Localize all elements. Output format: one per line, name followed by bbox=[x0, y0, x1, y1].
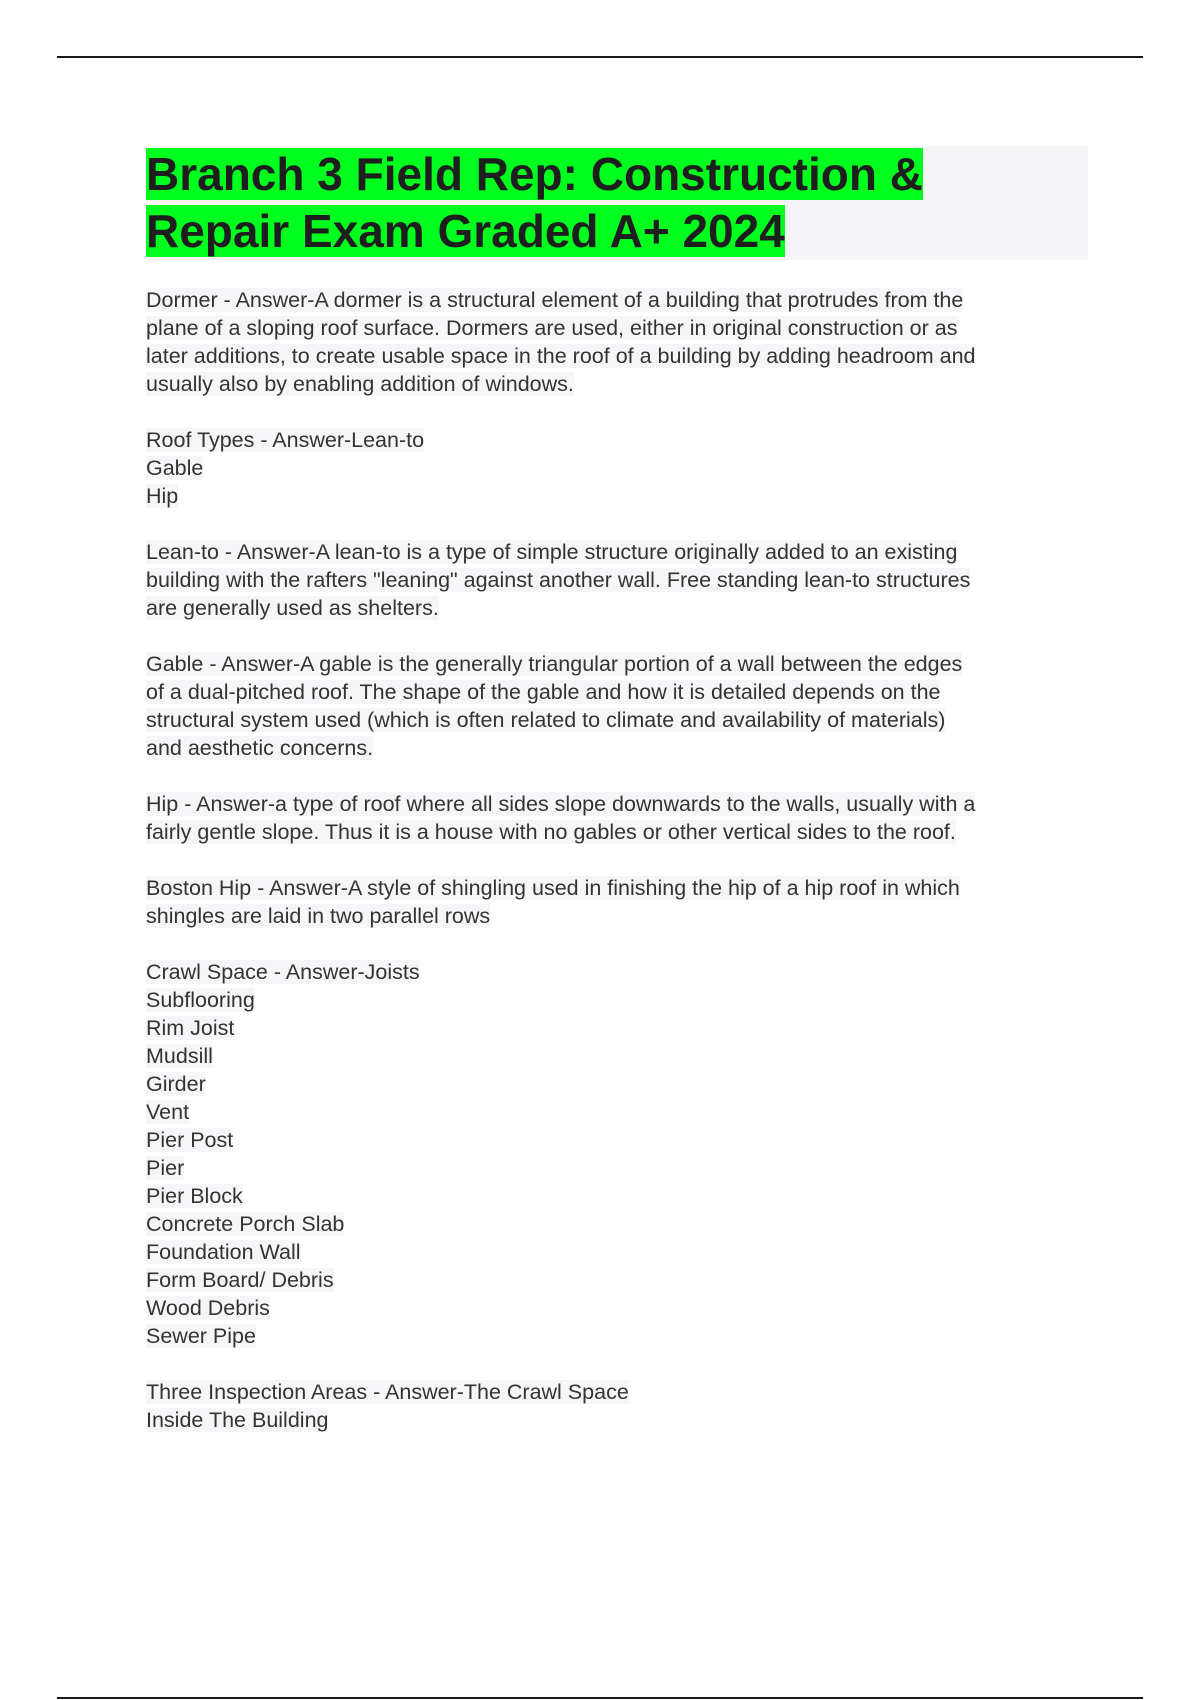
qa-line: Foundation Wall bbox=[146, 1240, 301, 1264]
qa-line: Boston Hip - Answer-A style of shingling used in finishing the hip of a hip roof in which bbox=[146, 876, 960, 900]
qa-entry bbox=[146, 650, 1090, 762]
qa-line: later additions, to create usable space in the roof of a building by adding headroom and bbox=[146, 344, 976, 368]
document-body bbox=[146, 146, 1090, 1462]
qa-entry bbox=[146, 286, 1090, 398]
qa-entry bbox=[146, 958, 1090, 1350]
qa-line: structural system used (which is often related to climate and availability of materials) bbox=[146, 708, 946, 732]
qa-line: Inside The Building bbox=[146, 1408, 329, 1432]
title-line-2: Repair Exam Graded A+ 2024 bbox=[146, 205, 785, 257]
qa-line: Vent bbox=[146, 1100, 190, 1124]
qa-line: plane of a sloping roof surface. Dormers are used, either in original construction or as bbox=[146, 316, 958, 340]
qa-line: Pier Block bbox=[146, 1184, 243, 1208]
qa-line: Three Inspection Areas - Answer-The Crawl Space bbox=[146, 1380, 629, 1404]
qa-line: Pier Post bbox=[146, 1128, 234, 1152]
qa-line: Dormer - Answer-A dormer is a structural element of a building that protrudes from the bbox=[146, 288, 964, 312]
qa-line: are generally used as shelters. bbox=[146, 596, 439, 620]
qa-line: Sewer Pipe bbox=[146, 1324, 256, 1348]
qa-line: Wood Debris bbox=[146, 1296, 270, 1320]
top-rule bbox=[57, 56, 1143, 58]
qa-line: Form Board/ Debris bbox=[146, 1268, 334, 1292]
qa-entry bbox=[146, 538, 1090, 622]
qa-line: Gable - Answer-A gable is the generally triangular portion of a wall between the edges bbox=[146, 652, 963, 676]
qa-entry bbox=[146, 790, 1090, 846]
qa-line: Roof Types - Answer-Lean-to bbox=[146, 428, 425, 452]
qa-entries bbox=[146, 286, 1090, 1434]
bottom-rule bbox=[57, 1697, 1143, 1699]
qa-entry bbox=[146, 874, 1090, 930]
qa-line: Girder bbox=[146, 1072, 206, 1096]
qa-line: Hip - Answer-a type of roof where all sides slope downwards to the walls, usually with a bbox=[146, 792, 976, 816]
document-title bbox=[146, 146, 1088, 260]
qa-line: shingles are laid in two parallel rows bbox=[146, 904, 491, 928]
qa-line: and aesthetic concerns. bbox=[146, 736, 374, 760]
qa-line: fairly gentle slope. Thus it is a house with no gables or other vertical sides to the roof. bbox=[146, 820, 956, 844]
qa-entry bbox=[146, 1378, 1090, 1434]
qa-line: building with the rafters "leaning" against another wall. Free standing lean-to structures bbox=[146, 568, 971, 592]
qa-line: Crawl Space - Answer-Joists bbox=[146, 960, 420, 984]
qa-entry bbox=[146, 426, 1090, 510]
qa-line: Hip bbox=[146, 484, 179, 508]
qa-line: Rim Joist bbox=[146, 1016, 235, 1040]
qa-line: of a dual-pitched roof. The shape of the gable and how it is detailed depends on the bbox=[146, 680, 941, 704]
qa-line: Mudsill bbox=[146, 1044, 213, 1068]
qa-line: Subflooring bbox=[146, 988, 255, 1012]
qa-line: usually also by enabling addition of windows. bbox=[146, 372, 574, 396]
qa-line: Gable bbox=[146, 456, 204, 480]
title-line-1: Branch 3 Field Rep: Construction & bbox=[146, 148, 923, 200]
qa-line: Concrete Porch Slab bbox=[146, 1212, 345, 1236]
qa-line: Lean-to - Answer-A lean-to is a type of simple structure originally added to an existing bbox=[146, 540, 958, 564]
title-block bbox=[146, 146, 1088, 260]
qa-line: Pier bbox=[146, 1156, 185, 1180]
